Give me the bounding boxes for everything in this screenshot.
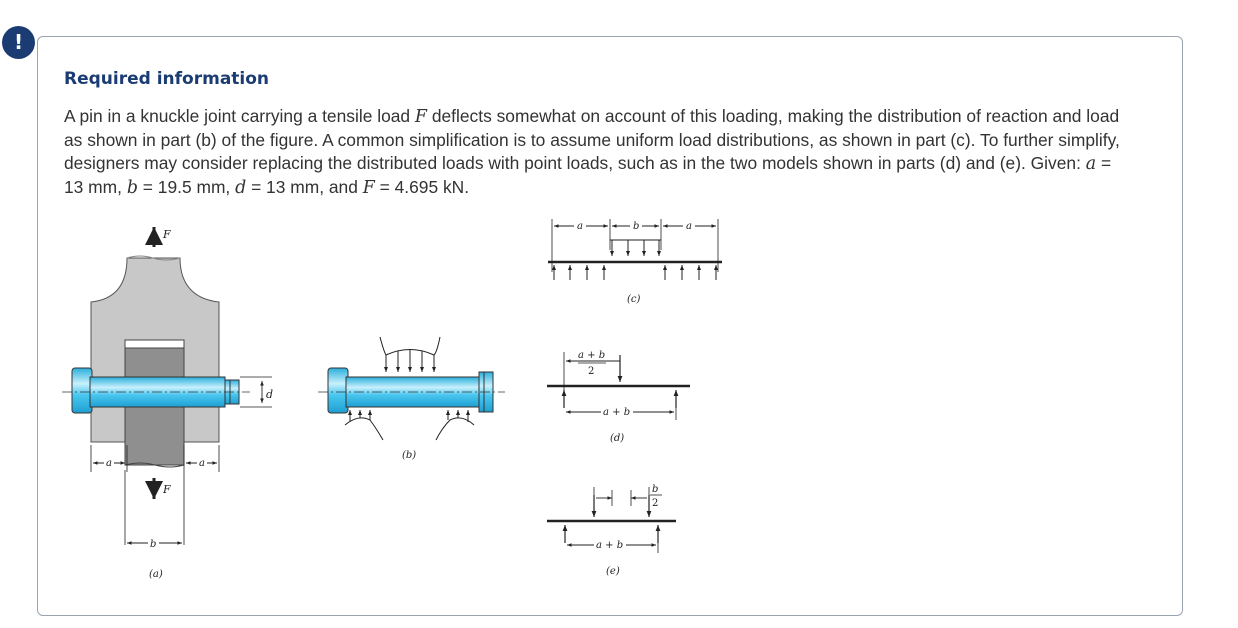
dim-label-b-a: b — [150, 539, 157, 550]
pin-head-a — [72, 368, 92, 413]
part-label-a: (a) — [149, 569, 163, 580]
alert-icon: ! — [2, 26, 35, 59]
dim-label-half-b-den: 2 — [652, 498, 659, 509]
part-label-c: (c) — [627, 294, 641, 305]
reaction-curve-left — [345, 418, 383, 440]
part-e-point-loads — [547, 484, 676, 577]
dim-label-a-c-left: a — [577, 221, 583, 232]
problem-statement: A pin in a knuckle joint carrying a tensile load F deflects somewhat on account of this loading, making the distribution of reaction and load as shown in part (b) of the figure. A common simplification is to assume uniform load distributions, as shown in part (c). To further simplify, designers may consider replacing the distributed loads with point loads, such as in the two models shown in parts (d) and (e). Given: a = 13 mm, b = 19.5 mm, d = 13 mm, and F = 4.695 kN. — [64, 106, 1120, 198]
dim-label-d: d — [266, 388, 274, 401]
part-c-uniform-loads — [548, 219, 722, 305]
dim-label-apb-e: a + b — [596, 540, 624, 551]
part-b-pin-loading — [318, 337, 505, 461]
dim-label-a-left: a — [106, 458, 112, 469]
dim-label-a-right: a — [199, 458, 205, 469]
force-label-bottom: F — [163, 483, 171, 496]
part-label-e: (e) — [606, 566, 620, 577]
dim-label-half-b-num: b — [652, 484, 659, 495]
force-label-top: F — [163, 228, 171, 241]
uniform-load-arrows-c — [612, 240, 659, 256]
part-a-knuckle-joint — [62, 227, 273, 580]
part-label-b: (b) — [402, 450, 417, 461]
reaction-arrows-c — [554, 265, 716, 280]
part-d-point-loads — [547, 350, 690, 444]
clevis-slot — [125, 340, 184, 348]
section-title: Required information — [64, 69, 270, 89]
dim-label-apb-d: a + b — [603, 407, 631, 418]
dim-label-half-apb-den: 2 — [588, 366, 595, 377]
part-label-d: (d) — [610, 433, 625, 444]
dim-label-half-apb-num: a + b — [578, 350, 606, 361]
dim-label-b-c: b — [633, 221, 640, 232]
pin-head-b — [328, 368, 348, 413]
dim-label-a-c-right: a — [686, 221, 692, 232]
